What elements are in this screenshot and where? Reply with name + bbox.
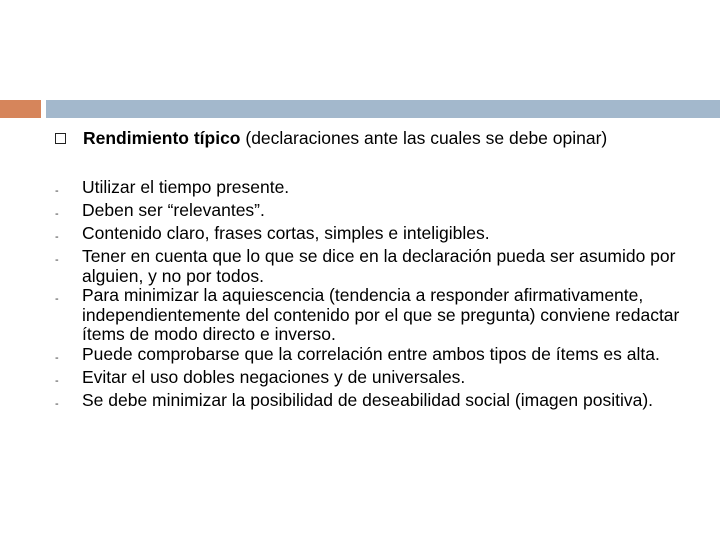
list-item — [55, 178, 695, 201]
list-item-text: Se debe minimizar la posibilidad de deseabilidad social (imagen positiva). — [82, 389, 654, 410]
heading-text — [83, 127, 607, 149]
checkbox-square-icon — [55, 133, 66, 144]
dash-bullet-icon: - — [55, 397, 59, 410]
dash-bullet-icon: - — [55, 231, 59, 243]
list-item-text: Evitar el uso dobles negaciones y de universales. — [82, 366, 466, 387]
dash-bullet-icon: - — [55, 374, 59, 387]
dash-bullet-icon: - — [55, 185, 59, 197]
title-bar-accent-orange — [0, 100, 41, 118]
list-item — [55, 247, 695, 286]
list-item — [55, 286, 695, 345]
heading-row — [55, 127, 705, 149]
list-item-text: Utilizar el tiempo presente. — [82, 177, 290, 197]
title-bar-accent-blue — [46, 100, 720, 118]
dash-bullet-icon: - — [55, 208, 59, 220]
list-item-text: Puede comprobarse que la correlación entre ambos tipos de ítems es alta. — [82, 343, 660, 364]
list-item-text: Tener en cuenta que lo que se dice en la declaración pueda ser asumido por alguien, y no por todos. — [82, 246, 676, 286]
heading-rest: (declaraciones ante las cuales se debe opinar) — [240, 128, 608, 148]
list-item-text: Para minimizar la aquiescencia (tendencia a responder afirmativamente, independientemente del contenido por el que se pregunta) conviene redactar ítems de modo directo e inverso. — [82, 285, 680, 344]
list-item — [55, 224, 695, 247]
dash-bullet-icon: - — [55, 293, 59, 305]
list-item — [55, 345, 695, 368]
list-item-text: Deben ser “relevantes”. — [82, 200, 265, 220]
list-item-text: Contenido claro, frases cortas, simples e inteligibles. — [82, 223, 490, 243]
dash-bullet-icon: - — [55, 351, 59, 364]
list-item — [55, 368, 695, 391]
dash-bullet-icon: - — [55, 254, 59, 266]
list-item — [55, 201, 695, 224]
bullet-list — [55, 178, 695, 414]
list-item — [55, 391, 695, 414]
heading-bold: Rendimiento típico — [83, 128, 241, 148]
